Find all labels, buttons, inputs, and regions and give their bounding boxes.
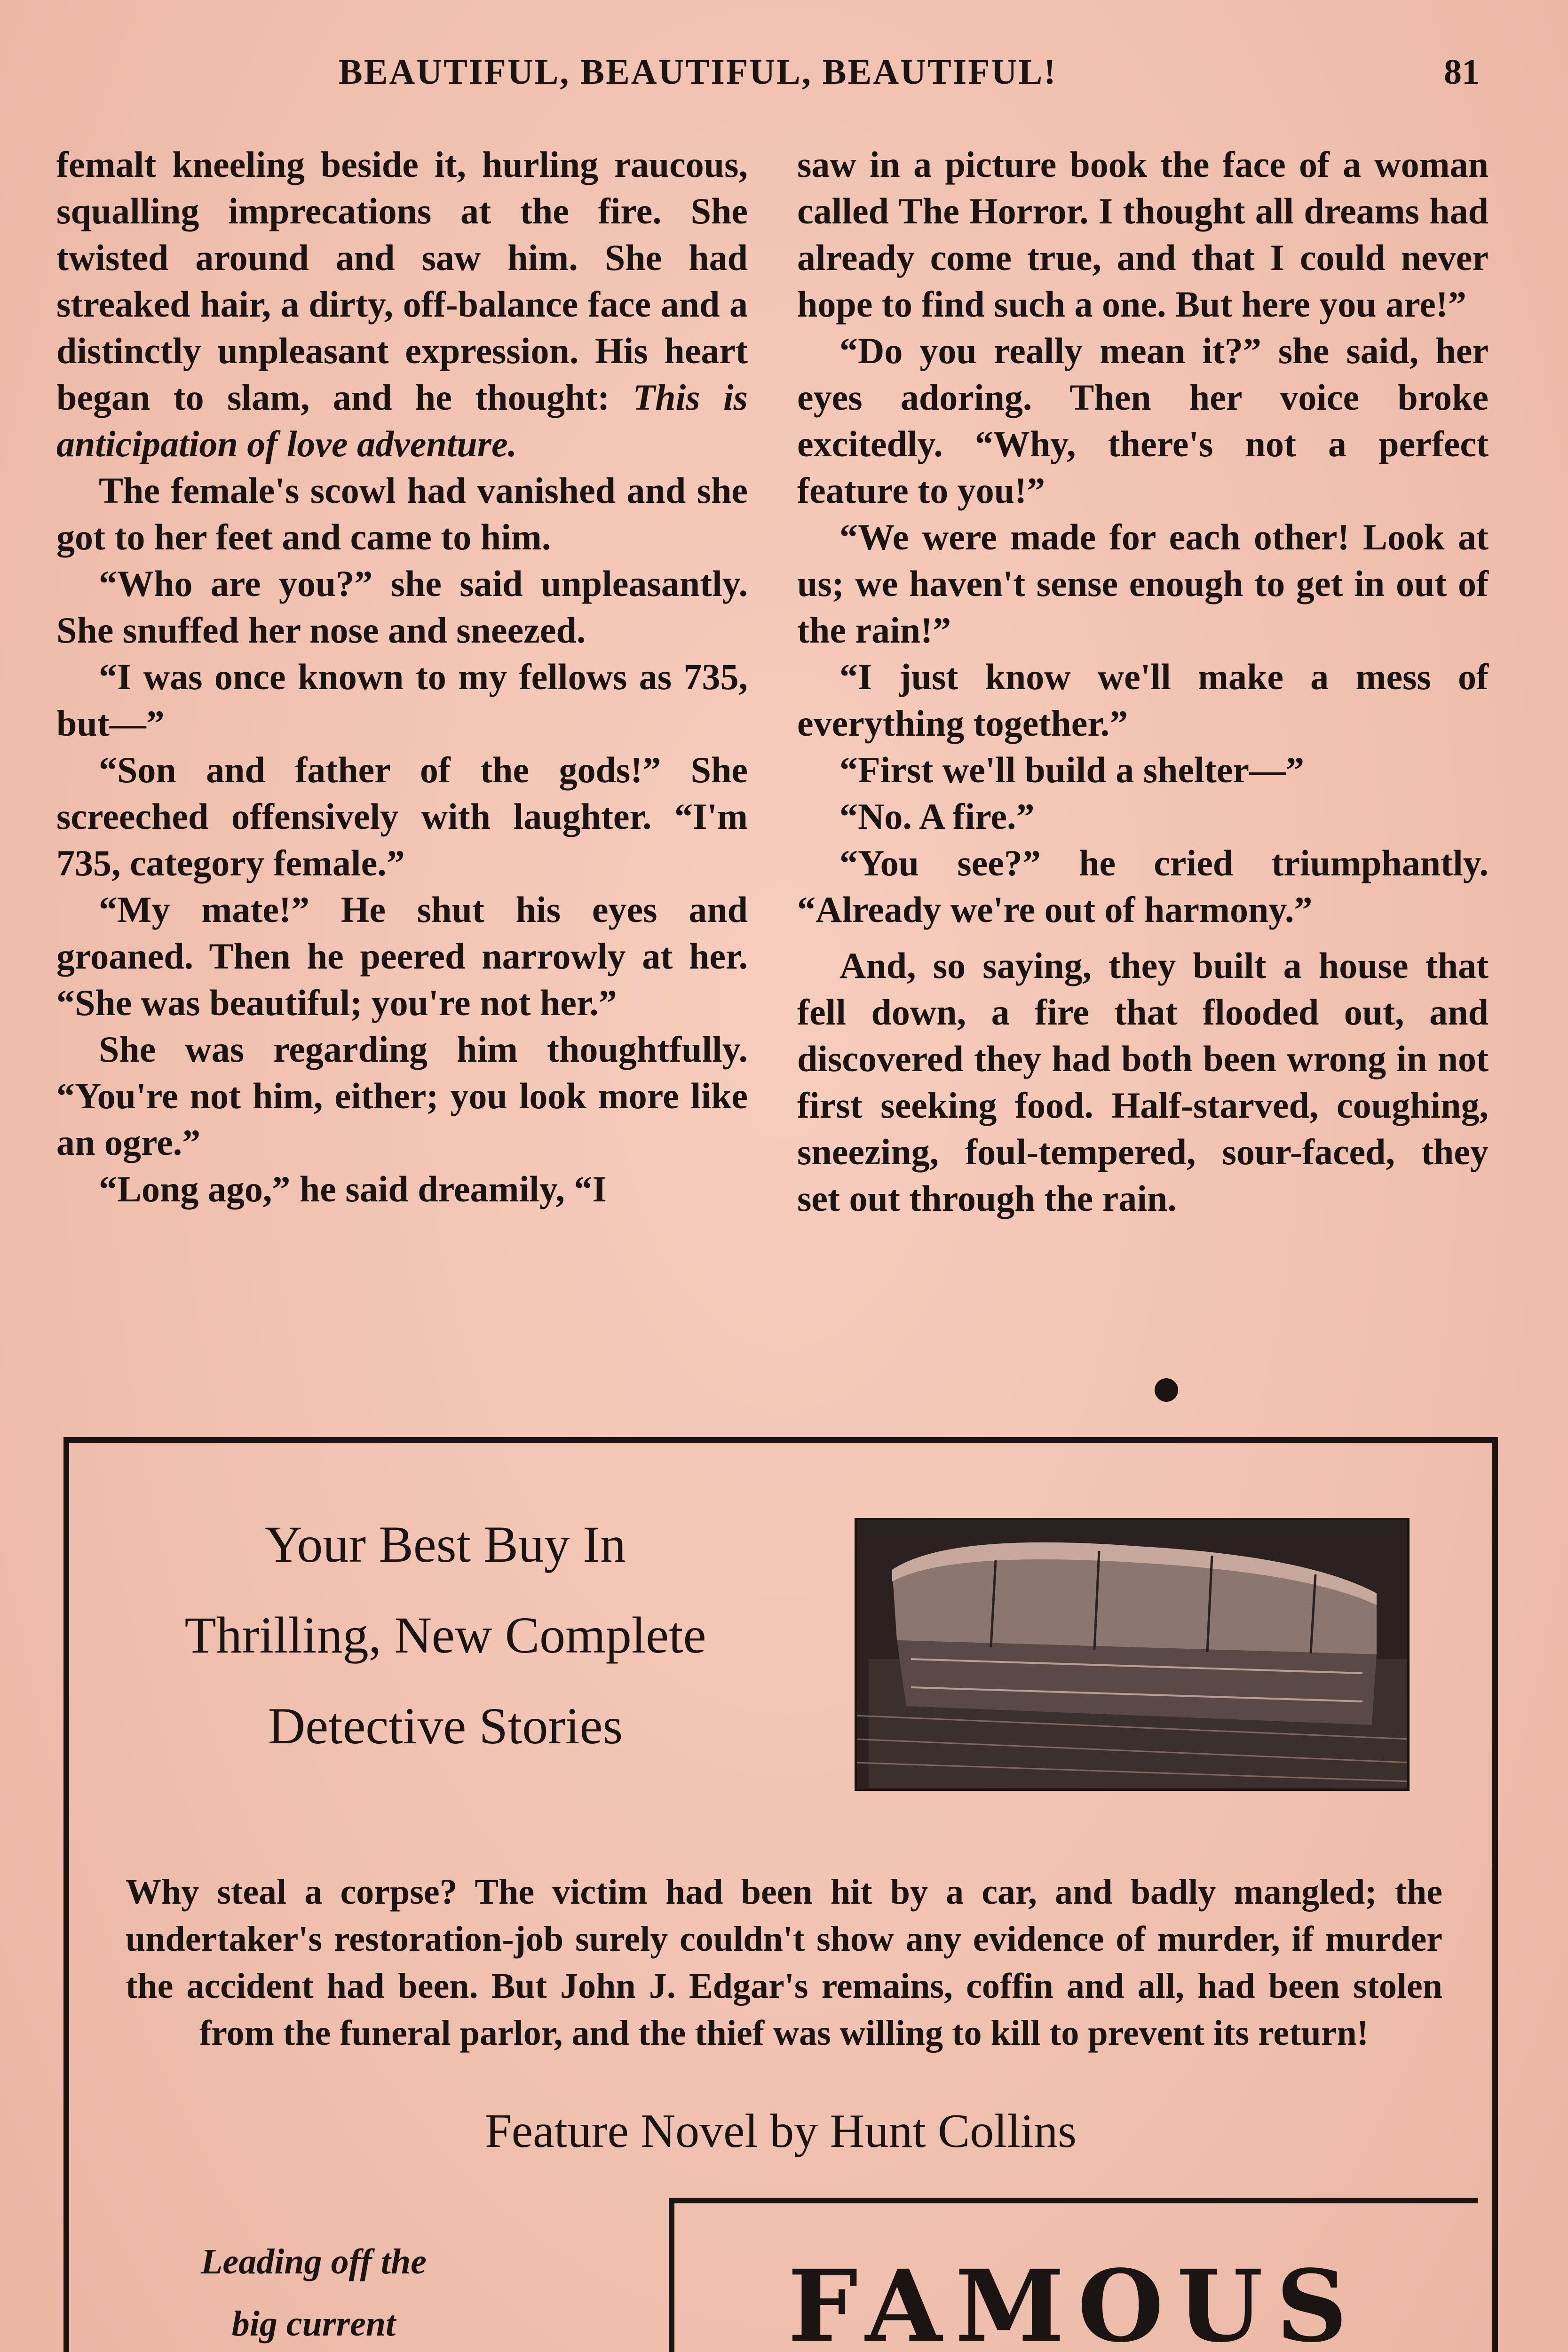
magazine-title: FAMOUS bbox=[788, 2248, 1361, 2352]
italic-thought: This is anticipation of love adventure. bbox=[56, 377, 748, 464]
ad-headline-line: Detective Stories bbox=[268, 1697, 623, 1755]
paragraph: “Who are you?” she said unpleasantly. She snuffed her nose and sneezed. bbox=[56, 563, 748, 651]
ad-headline bbox=[116, 1499, 775, 1772]
leading-off-text bbox=[144, 2231, 483, 2352]
paragraph: “First we'll build a shelter—” bbox=[839, 749, 1304, 790]
story-end-dot-icon bbox=[1155, 1378, 1178, 1402]
leading-line: Leading off the bbox=[201, 2242, 427, 2281]
paragraph: She was regarding him thoughtfully. “You're not him, either; you look more like an ogre.” bbox=[56, 1029, 748, 1163]
running-title: BEAUTIFUL, BEAUTIFUL, BEAUTIFUL! bbox=[339, 52, 1057, 92]
ad-headline-line: Thrilling, New Complete bbox=[184, 1606, 706, 1664]
right-column bbox=[797, 141, 1489, 1222]
paragraph: “I just know we'll make a mess of everything together.” bbox=[797, 656, 1489, 744]
ad-blurb: Why steal a corpse? The victim had been hit by a car, and badly mangled; the undertaker's restoration-job surely couldn't show any evidence of murder, if murder the accident had been. But John J. Edgar's remains, coffin and all, had been stolen from the funeral parlor, and the thief was willing to kill to prevent its return! bbox=[126, 1872, 1442, 2053]
advertisement-box bbox=[63, 1437, 1498, 2352]
leading-line: big current bbox=[231, 2304, 396, 2344]
paragraph: And, so saying, they built a house that fell down, a fire that flooded out, and discovered they had both been wrong in not first seeking food. Half-starved, coughing, sneezing, foul-tempered, sour-faced, they set out through the rain. bbox=[797, 945, 1489, 1219]
paragraph: “I was once known to my fellows as 735, but—” bbox=[56, 656, 748, 744]
left-column bbox=[56, 141, 748, 1212]
paragraph: The female's scowl had vanished and she got to her feet and came to him. bbox=[56, 470, 748, 557]
paragraph: “You see?” he cried triumphantly. “Already we're out of harmony.” bbox=[797, 842, 1489, 930]
paragraph: “Son and father of the gods!” She screeched offensively with laughter. “I'm 735, category female.” bbox=[56, 749, 748, 883]
page-number: 81 bbox=[1444, 52, 1480, 92]
paragraph: femalt kneeling beside it, hurling raucous, squalling imprecations at the fire. She twisted around and saw him. She had streaked hair, a dirty, off-balance face and a distinctly unpleasant expression. His heart began to slam, and he thought: This is anticipation of love adventure. bbox=[56, 144, 748, 464]
magazine-logo-box bbox=[669, 2198, 1478, 2352]
paragraph: “Do you really mean it?” she said, her eyes adoring. Then her voice broke excitedly. “Why, there's not a perfect feature to you!” bbox=[797, 330, 1489, 511]
paragraph: “Long ago,” he said dreamily, “I bbox=[99, 1168, 607, 1209]
ad-headline-line: Your Best Buy In bbox=[264, 1516, 626, 1573]
paragraph: saw in a picture book the face of a woman called The Horror. I thought all dreams had already come true, and that I could never hope to find such a one. But here you are!” bbox=[797, 144, 1489, 325]
story-columns bbox=[56, 141, 1514, 1402]
paragraph: “My mate!” He shut his eyes and groaned. Then he peered narrowly at her. “She was beautiful; you're not her.” bbox=[56, 889, 748, 1023]
paragraph: “No. A fire.” bbox=[839, 796, 1035, 837]
paragraph: “We were made for each other! Look at us; we haven't sense enough to get in out of the rain!” bbox=[797, 516, 1489, 651]
coffin-illustration bbox=[855, 1518, 1410, 1791]
feature-novel-line: Feature Novel by Hunt Collins bbox=[485, 2105, 1077, 2158]
